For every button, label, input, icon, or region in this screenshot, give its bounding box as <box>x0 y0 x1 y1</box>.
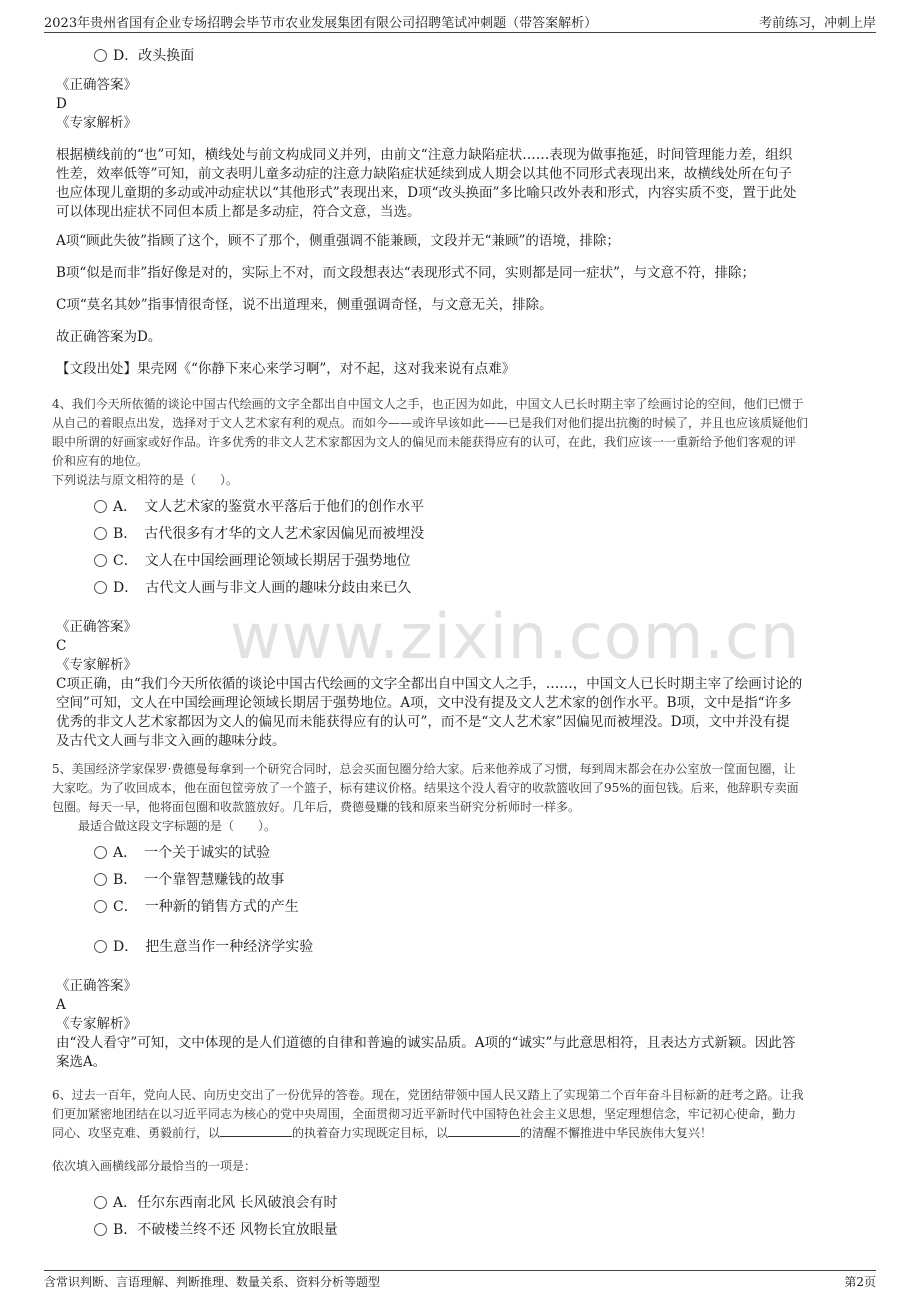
q3-source: 【文段出处】果壳网《“你静下来心来学习啊”，对不起，这对我来说有点难》 <box>56 361 516 377</box>
q6-stem-line3: 同心、攻坚克难、勇毅前行，以 的执着奋力实现既定目标，以 的清醒不懈推进中华民族伟大复兴！ <box>52 1126 713 1140</box>
radio-icon[interactable] <box>94 554 107 567</box>
watermark: www.zixin.com.cn <box>230 600 801 673</box>
radio-icon[interactable] <box>94 846 107 859</box>
q6-prompt: 依次填入画横线部分最恰当的一项是： <box>52 1159 257 1173</box>
q5-option-d[interactable]: D． 把生意当作一种经济学实验 <box>94 936 313 956</box>
q3-analysis: 根据横线前的“也”可知，横线处与前文构成同义并列，由前文“注意力缺陷症状……表现为做事拖延，时间管理能力差，组织 性差，效率低等”可知，前文表明儿童多动症的注意力缺陷症状延续到成人期会以其他不同形式表现出来，故横线处所在句子 也应体现儿童期的多动或冲动症状以“其他形式”表现出来，D项“改头换面”多比喻只改外表和形式，内容实质不变，置于此处 可以体现出症状不同但本质上都是多动症，符合文意，当选。 <box>56 147 797 220</box>
fill-blank-1 <box>220 1124 292 1137</box>
q3-analysis-a: A项“顾此失彼”指顾了这个，顾不了那个，侧重强调不能兼顾，文段并无“兼顾”的语境，排除； <box>56 233 620 249</box>
q4-option-b[interactable]: B． 古代很多有才华的文人艺术家因偏见而被埋没 <box>94 523 424 543</box>
radio-icon[interactable] <box>94 581 107 594</box>
radio-icon[interactable] <box>94 49 107 62</box>
q3-conclusion: 故正确答案为D。 <box>56 329 162 345</box>
q6-stem: 6、过去一百年，党向人民、向历史交出了一份优异的答卷。现在，党团结带领中国人民又踏上了实现第二个百年奋斗目标新的赶考之路。让我 们更加紧密地团结在以习近平同志为核心的党中央周围，全面贯彻习近平新时代中国特色社会主义思想，坚定理想信念，牢记初心使命，勤力 同心、攻坚克难、勇毅前行，以 的执着奋力实现既定目标，以 的清醒不懈推进中华民族伟大复兴！ <box>52 1086 864 1143</box>
q4-option-a[interactable]: A． 文人艺术家的鉴赏水平落后于他们的创作水平 <box>94 496 424 516</box>
radio-icon[interactable] <box>94 1196 107 1209</box>
radio-icon[interactable] <box>94 527 107 540</box>
answer-value: C <box>56 638 67 654</box>
q3-analysis-b: B项“似是而非”指好像是对的，实际上不对，而文段想表达“表现形式不同，实则都是同一症状”，与文意不符，排除； <box>56 265 756 281</box>
q5-stem: 5、美国经济学家保罗·费德曼每拿到一个研究合同时，总会买面包圈分给大家。后来他养成了习惯，每到周末都会在办公室放一筐面包圈，让 大家吃。为了收回成本，他在面包筐旁放了一个篮子，标有建议价格。结果这个没人看守的收款篮收回了95%的面包钱。后来，他辞职专卖面 包圈。每天一早，他将面包圈和收款篮放好。几年后，费德曼赚的钱和原来当研究分析师时一样多。 最适合做这段文字标题的是（ ）。 <box>52 760 864 836</box>
document-title: 2023年贵州省国有企业专场招聘会毕节市农业发展集团有限公司招聘笔试冲刺题（带答案解析） <box>44 16 598 31</box>
q5-answer-block: 《正确答案》 A 《专家解析》 由“没人看守”可知，文中体现的是人们道德的自律和普遍的诚实品质。A项的“诚实”与此意思相符，且表达方式新颖。因此答 案选A。 <box>56 977 868 1072</box>
footer-note: 含常识判断、言语理解、判断推理、数量关系、资料分析等题型 <box>44 1275 381 1289</box>
q3-analysis-c: C项“莫名其妙”指事情很奇怪，说不出道理来，侧重强调奇怪，与文意无关，排除。 <box>56 297 553 313</box>
q4-stem: 4、我们今天所依循的谈论中国古代绘画的文字全都出自中国文人之手，也正因为如此，中国文人已长时期主宰了绘画讨论的空间，他们已惯于 从自己的着眼点出发，选择对于文人艺术家有利的观点。而如今——或许早该如此——已是我们对他们提出抗衡的时候了，并且也应该质疑他们 眼中所谓的好画家或好作品。许多优秀的非文人艺术家都因为文人的偏见而未能获得应有的认可，在此，我们应该一一重新给予他们客观的评 价和应有的地位。 下列说法与原文相符的是（ ）。 <box>52 395 864 490</box>
q5-option-c[interactable]: C． 一种新的销售方式的产生 <box>94 896 299 916</box>
analysis-label: 《专家解析》 <box>56 1016 137 1032</box>
q3-option-d[interactable]: D．改头换面 <box>94 45 194 65</box>
radio-icon[interactable] <box>94 500 107 513</box>
answer-value: A <box>56 997 66 1013</box>
radio-icon[interactable] <box>94 1223 107 1236</box>
radio-icon[interactable] <box>94 873 107 886</box>
answer-label: 《正确答案》 <box>56 978 137 994</box>
q6-option-b[interactable]: B．不破楼兰终不还 风物长宜放眼量 <box>94 1219 338 1239</box>
fill-blank-2 <box>448 1124 520 1137</box>
page-number: 第2页 <box>844 1275 876 1289</box>
q4-option-c[interactable]: C． 文人在中国绘画理论领域长期居于强势地位 <box>94 550 411 570</box>
radio-icon[interactable] <box>94 940 107 953</box>
page-header <box>44 12 876 33</box>
q4-prompt: 下列说法与原文相符的是（ ）。 <box>52 473 239 487</box>
header-slogan: 考前练习，冲刺上岸 <box>758 16 876 31</box>
q4-option-d[interactable]: D． 古代文人画与非文人画的趣味分歧由来已久 <box>94 577 411 597</box>
analysis-label: 《专家解析》 <box>56 115 137 131</box>
q4-answer-block: 《正确答案》 C 《专家解析》 C项正确，由“我们今天所依循的谈论中国古代绘画的文字全都出自中国文人之手，……，中国文人已长时期主宰了绘画讨论的 空间”可知，文人在中国绘画理论领域长期居于强势地位。A项，文中没有提及文人艺术家的创作水平。B项，文中是指“许多 优秀的非文人艺术家都因为文人的偏见而未能获得应有的认可”，而不是“文人艺术家”因偏见而被埋没。D项，文中并没有提 及古代文人画与非文入画的趣味分歧。 <box>56 618 868 751</box>
page-footer <box>44 1270 876 1289</box>
radio-icon[interactable] <box>94 900 107 913</box>
answer-value: D <box>56 96 67 112</box>
q5-prompt: 最适合做这段文字标题的是（ ）。 <box>78 819 277 833</box>
q5-option-a[interactable]: A． 一个关于诚实的试验 <box>94 842 270 862</box>
q3-answer-block <box>56 76 868 133</box>
analysis-label: 《专家解析》 <box>56 657 137 673</box>
q6-option-a[interactable]: A．任尔东西南北风 长风破浪会有时 <box>94 1192 338 1212</box>
answer-label: 《正确答案》 <box>56 619 137 635</box>
q5-option-b[interactable]: B． 一个靠智慧赚钱的故事 <box>94 869 284 889</box>
answer-label: 《正确答案》 <box>56 77 137 93</box>
